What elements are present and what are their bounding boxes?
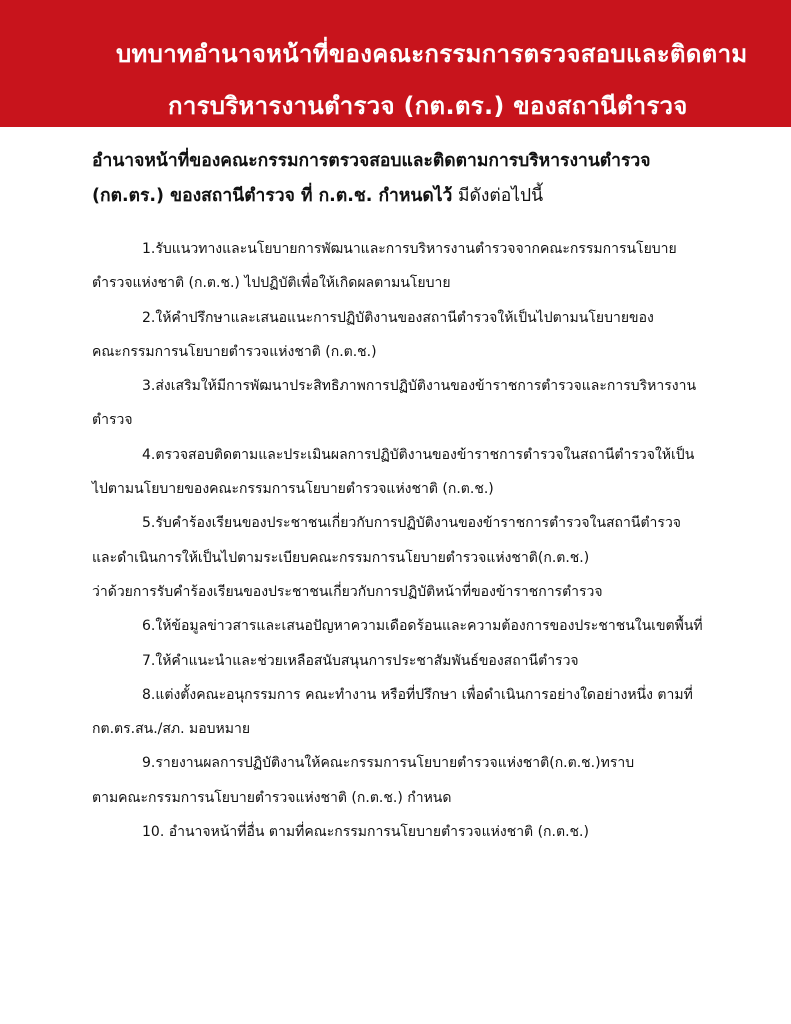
list-item-8-line-1: 8.แต่งตั้งคณะอนุกรรมการ คณะทำงาน หรือที่ปรึกษา เพื่อดำเนินการอย่างใดอย่างหนึ่ง ตามที่ bbox=[142, 686, 693, 703]
list-item-5-line-1: 5.รับคำร้องเรียนของประชาชนเกี่ยวกับการปฏิบัติงานของข้าราชการตำรวจในสถานีตำรวจ bbox=[142, 515, 682, 532]
list-item-1-line-1: 1.รับแนวทางและนโยบายการพัฒนาและการบริหารงานตำรวจจากคณะกรรมการนโยบาย bbox=[142, 241, 677, 257]
list-item-10: 10. อำนาจหน้าที่อื่น ตามที่คณะกรรมการนโยบายตำรวจแห่งชาติ (ก.ต.ช.) bbox=[142, 824, 589, 841]
duties-list bbox=[92, 232, 712, 849]
list-item-9-line-1: 9.รายงานผลการปฏิบัติงานให้คณะกรรมการนโยบายตำรวจแห่งชาติ(ก.ต.ช.)ทราบ bbox=[142, 755, 635, 772]
list-item-9-line-2: ตามคณะกรรมการนโยบายตำรวจแห่งชาติ (ก.ต.ช.) กำหนด bbox=[92, 789, 452, 806]
list-item-4-line-1: 4.ตรวจสอบติดตามและประเมินผลการปฏิบัติงานของข้าราชการตำรวจในสถานีตำรวจให้เป็น bbox=[142, 446, 695, 463]
list-item-5-line-3: ว่าด้วยการรับคำร้องเรียนของประชาชนเกี่ยวกับการปฏิบัติหน้าที่ของข้าราชการตำรวจ bbox=[92, 583, 603, 600]
document-body bbox=[92, 144, 712, 849]
title-banner bbox=[0, 0, 791, 127]
list-item-2-line-2: คณะกรรมการนโยบายตำรวจแห่งชาติ (ก.ต.ช.) bbox=[92, 343, 377, 360]
list-item-6: 6.ให้ข้อมูลข่าวสารและเสนอปัญหาความเดือดร้อนและความต้องการของประชาชนในเขตพื้นที่ bbox=[142, 618, 703, 635]
heading-line-2 bbox=[92, 179, 712, 214]
banner-title-line-2: การบริหารงานตำรวจ (กต.ตร.) ของสถานีตำรวจ bbox=[168, 92, 688, 120]
heading-line-2-bold: (กต.ตร.) ของสถานีตำรวจ ที่ ก.ต.ช. กำหนดไว้ bbox=[92, 186, 453, 206]
list-item-5-line-2: และดำเนินการให้เป็นไปตามระเบียบคณะกรรมการนโยบายตำรวจแห่งชาติ(ก.ต.ช.) bbox=[92, 549, 590, 566]
list-item-8-line-2: กต.ตร.สน./สภ. มอบหมาย bbox=[92, 721, 251, 738]
list-item-3: 3.ส่งเสริมให้มีการพัฒนาประสิทธิภาพการปฏิบัติงานของข้าราชการตำรวจและการบริหารงานตำรวจ bbox=[92, 378, 697, 429]
banner-title-line-1: บทบาทอำนาจหน้าที่ของคณะกรรมการตรวจสอบและติดตาม bbox=[116, 40, 748, 68]
list-item-4-line-2: ไปตามนโยบายของคณะกรรมการนโยบายตำรวจแห่งชาติ (ก.ต.ช.) bbox=[92, 481, 494, 498]
list-item-2-line-1: 2.ให้คำปรึกษาและเสนอแนะการปฏิบัติงานของสถานีตำรวจให้เป็นไปตามนโยบายของ bbox=[142, 309, 654, 326]
list-item-7: 7.ให้คำแนะนำและช่วยเหลือสนับสนุนการประชาสัมพันธ์ของสถานีตำรวจ bbox=[142, 652, 579, 669]
heading-line-1: อำนาจหน้าที่ของคณะกรรมการตรวจสอบและติดตามการบริหารงานตำรวจ bbox=[92, 151, 651, 171]
list-item-1-line-2: ตำรวจแห่งชาติ (ก.ต.ช.) ไปปฏิบัติเพื่อให้เกิดผลตามนโยบาย bbox=[92, 275, 451, 292]
heading-line-2-normal: มีดังต่อไปนี้ bbox=[452, 186, 544, 206]
section-heading bbox=[92, 144, 712, 214]
